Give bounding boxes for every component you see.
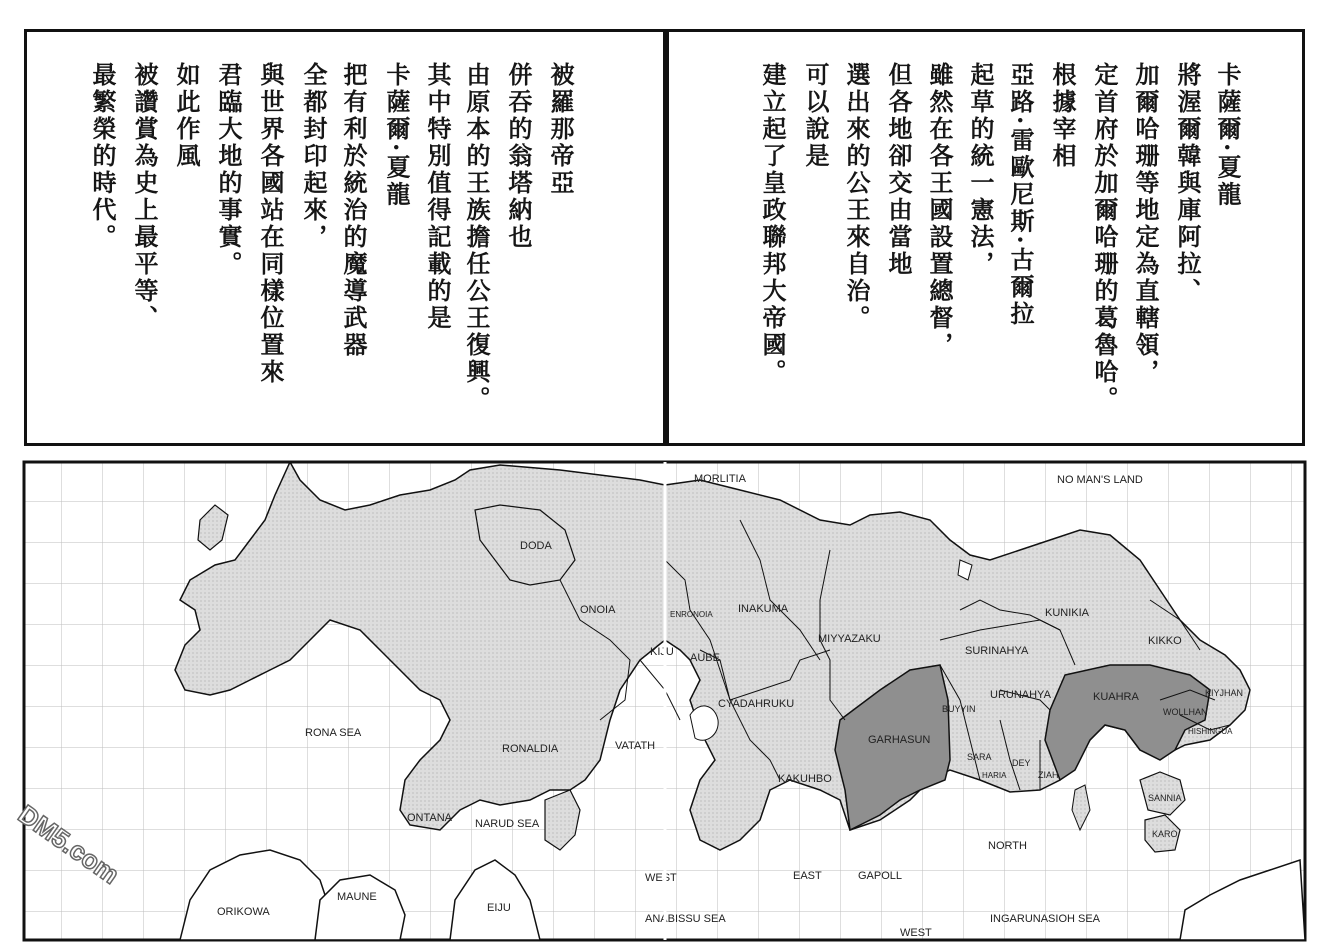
region-label: KIKKO — [1148, 635, 1182, 647]
region-label: NORTH — [988, 840, 1027, 852]
text-column: 建立起了皇政聯邦大帝國。 — [758, 62, 787, 386]
text-column: 卡薩爾·夏龍 — [1213, 62, 1242, 209]
region-label: MIYYAZAKU — [818, 633, 881, 645]
text-column: 如此作風 — [172, 62, 201, 170]
region-label: KARO — [1152, 829, 1178, 839]
region-label: ONOIA — [580, 604, 616, 616]
text-column: 由原本的王族擔任公王復興。 — [462, 62, 491, 413]
region-label: SURINAHYA — [965, 645, 1029, 657]
region-label: MAUNE — [337, 891, 377, 903]
text-column: 選出來的公王來自治。 — [842, 62, 871, 332]
text-column: 起草的統一憲法， — [966, 62, 995, 278]
text-column: 被羅那帝亞 — [546, 62, 575, 197]
region-label: SANNIA — [1148, 793, 1182, 803]
region-label: DEY — [1012, 758, 1031, 768]
region-label: EAST — [793, 870, 822, 882]
text-column: 與世界各國站在同樣位置來 — [256, 62, 285, 386]
region-label: ANABISSU SEA — [645, 913, 726, 925]
region-label: KIYJHAN — [1205, 688, 1244, 698]
text-column: 根據宰相 — [1048, 62, 1077, 170]
region-label: HISHINGUA — [1188, 727, 1233, 736]
region-label: INAKUMA — [738, 603, 789, 615]
region-label: MORLITIA — [694, 473, 746, 485]
svg-text:DM5.com: DM5.com — [12, 798, 125, 890]
region-label: NO MAN'S LAND — [1057, 474, 1143, 486]
text-column: 把有利於統治的魔導武器 — [339, 62, 368, 359]
region-label: CYADAHRUKU — [718, 698, 795, 710]
region-label: DODA — [520, 540, 552, 552]
region-label: WOLLHAN — [1163, 707, 1208, 717]
text-column: 亞路·雷歐尼斯·古爾拉 — [1006, 62, 1035, 328]
text-column: 加爾哈珊等地定為直轄領， — [1131, 62, 1160, 386]
region-label: GARHASUN — [868, 734, 931, 746]
region-label: ONTANA — [407, 812, 453, 824]
text-column: 其中特別值得記載的是 — [423, 62, 452, 332]
region-label: RONA SEA — [305, 727, 362, 739]
watermark-logo — [8, 795, 133, 905]
text-column: 全都封印起來， — [299, 62, 328, 251]
text-column: 卡薩爾·夏龍 — [382, 62, 411, 209]
region-label: AUBE — [690, 652, 720, 664]
region-label: ZIAH — [1038, 770, 1059, 780]
region-label: EIJU — [487, 902, 511, 914]
region-label: WEST — [645, 872, 677, 884]
region-label: HARIA — [982, 771, 1007, 780]
region-label: KAKUHBO — [778, 773, 832, 785]
text-column: 雖然在各王國設置總督， — [925, 62, 954, 359]
region-label: SARA — [967, 752, 992, 762]
region-label: GAPOLL — [858, 870, 903, 882]
region-label: ENRONOIA — [670, 610, 713, 619]
text-column: 併吞的翁塔納也 — [504, 62, 533, 251]
region-label: KIJU — [650, 646, 674, 658]
text-column: 但各地卻交由當地 — [884, 62, 913, 278]
region-label: KUNIKIA — [1045, 607, 1090, 619]
region-label: INGARUNASIOH SEA — [990, 913, 1101, 925]
text-column: 可以說是 — [801, 62, 830, 170]
region-label: ORIKOWA — [217, 906, 270, 918]
region-label: RONALDIA — [502, 743, 559, 755]
region-label: NARUD SEA — [475, 818, 540, 830]
text-column: 定首府於加爾哈珊的葛魯哈。 — [1090, 62, 1119, 413]
text-column: 最繁榮的時代。 — [88, 62, 117, 251]
region-label: URUNAHYA — [990, 689, 1051, 701]
text-column: 君臨大地的事實。 — [214, 62, 243, 278]
text-column: 被讚賞為史上最平等、 — [130, 62, 159, 332]
region-label: KUAHRA — [1093, 691, 1139, 703]
text-column: 將渥爾韓與庫阿拉、 — [1173, 62, 1202, 305]
region-label: WEST — [900, 927, 932, 939]
region-label: BUYYIN — [942, 704, 976, 714]
region-label: VATATH — [615, 740, 656, 752]
